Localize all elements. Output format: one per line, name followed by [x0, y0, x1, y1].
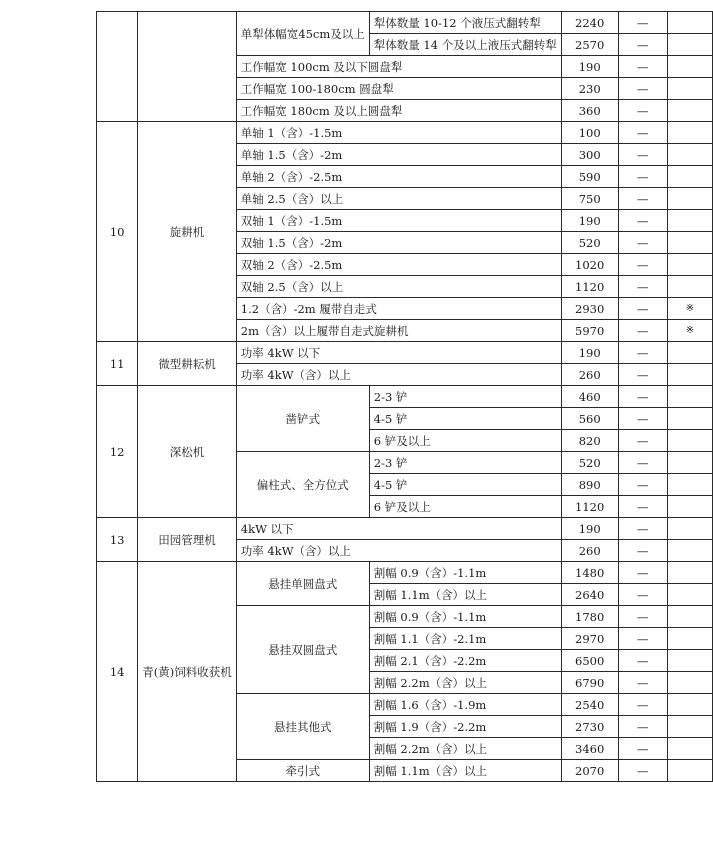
spec-cell: 割幅 1.9（含）-2.2m: [369, 716, 561, 738]
amount-cell: 360: [561, 100, 618, 122]
remark-cell: [668, 518, 713, 540]
spec-cell: 割幅 0.9（含）-1.1m: [369, 562, 561, 584]
dash-cell: —: [618, 496, 667, 518]
remark-cell: [668, 78, 713, 100]
remark-cell: [668, 232, 713, 254]
dash-cell: —: [618, 122, 667, 144]
amount-cell: 6500: [561, 650, 618, 672]
spec-cell: 双轴 2.5（含）以上: [236, 276, 561, 298]
remark-mark: ※: [668, 320, 713, 342]
spec-cell: 6 铲及以上: [369, 430, 561, 452]
dash-cell: —: [618, 474, 667, 496]
dash-cell: —: [618, 210, 667, 232]
amount-cell: 750: [561, 188, 618, 210]
sub-type-cell: 悬挂其他式: [236, 694, 369, 760]
amount-cell: 890: [561, 474, 618, 496]
remark-cell: [668, 430, 713, 452]
remark-cell: [668, 408, 713, 430]
dash-cell: —: [618, 584, 667, 606]
amount-cell: 460: [561, 386, 618, 408]
spec-cell: 单轴 2.5（含）以上: [236, 188, 561, 210]
remark-cell: [668, 34, 713, 56]
amount-cell: 1780: [561, 606, 618, 628]
item-name: 青(黄)饲料收获机: [138, 562, 236, 782]
remark-cell: [668, 540, 713, 562]
remark-cell: [668, 210, 713, 232]
dash-cell: —: [618, 56, 667, 78]
amount-cell: 230: [561, 78, 618, 100]
dash-cell: —: [618, 364, 667, 386]
table-row: [97, 518, 713, 540]
amount-cell: 1480: [561, 562, 618, 584]
spec-cell: 6 铲及以上: [369, 496, 561, 518]
amount-cell: 260: [561, 364, 618, 386]
remark-cell: [668, 56, 713, 78]
dash-cell: —: [618, 518, 667, 540]
sub-type-cell: 悬挂单圆盘式: [236, 562, 369, 606]
amount-cell: 5970: [561, 320, 618, 342]
table-row: [97, 562, 713, 584]
sub-type-cell: 悬挂双圆盘式: [236, 606, 369, 694]
remark-cell: [668, 364, 713, 386]
remark-cell: [668, 672, 713, 694]
dash-cell: —: [618, 342, 667, 364]
spec-cell: 工作幅宽 100-180cm 圆盘犁: [236, 78, 561, 100]
spec-cell: 犁体数量 10-12 个液压式翻转犁: [369, 12, 561, 34]
amount-cell: 2240: [561, 12, 618, 34]
amount-cell: 1120: [561, 496, 618, 518]
amount-cell: 6790: [561, 672, 618, 694]
amount-cell: 2640: [561, 584, 618, 606]
item-name: 旋耕机: [138, 122, 236, 342]
spec-cell: 双轴 1（含）-1.5m: [236, 210, 561, 232]
dash-cell: —: [618, 716, 667, 738]
spec-cell: 4-5 铲: [369, 474, 561, 496]
remark-cell: [668, 276, 713, 298]
subsidy-table: [96, 11, 713, 782]
amount-cell: 2540: [561, 694, 618, 716]
spec-cell: 2-3 铲: [369, 452, 561, 474]
remark-cell: [668, 650, 713, 672]
spec-cell: 工作幅宽 100cm 及以下圆盘犁: [236, 56, 561, 78]
remark-cell: [668, 144, 713, 166]
spec-cell: 单轴 1（含）-1.5m: [236, 122, 561, 144]
amount-cell: 100: [561, 122, 618, 144]
remark-cell: [668, 386, 713, 408]
dash-cell: —: [618, 144, 667, 166]
remark-cell: [668, 254, 713, 276]
spec-cell: 4-5 铲: [369, 408, 561, 430]
table-row: [97, 386, 713, 408]
remark-mark: ※: [668, 298, 713, 320]
spec-cell: 4kW 以下: [236, 518, 561, 540]
name-cell: [138, 12, 236, 122]
spec-cell: 割幅 1.1m（含）以上: [369, 760, 561, 782]
remark-cell: [668, 584, 713, 606]
spec-cell: 犁体数量 14 个及以上液压式翻转犁: [369, 34, 561, 56]
dash-cell: —: [618, 408, 667, 430]
dash-cell: —: [618, 694, 667, 716]
dash-cell: —: [618, 100, 667, 122]
spec-cell: 工作幅宽 180cm 及以上圆盘犁: [236, 100, 561, 122]
amount-cell: 190: [561, 342, 618, 364]
spec-cell: 2-3 铲: [369, 386, 561, 408]
sub-type-cell: 凿铲式: [236, 386, 369, 452]
spec-cell: 割幅 2.2m（含）以上: [369, 672, 561, 694]
item-number: 11: [97, 342, 138, 386]
sub-type-cell: 偏柱式、全方位式: [236, 452, 369, 518]
spec-cell: 割幅 1.6（含）-1.9m: [369, 694, 561, 716]
dash-cell: —: [618, 166, 667, 188]
table-row: [97, 342, 713, 364]
spec-cell: 割幅 0.9（含）-1.1m: [369, 606, 561, 628]
amount-cell: 560: [561, 408, 618, 430]
amount-cell: 2970: [561, 628, 618, 650]
item-name: 微型耕耘机: [138, 342, 236, 386]
spec-cell: 割幅 1.1m（含）以上: [369, 584, 561, 606]
dash-cell: —: [618, 540, 667, 562]
dash-cell: —: [618, 452, 667, 474]
spec-cell: 功率 4kW（含）以上: [236, 364, 561, 386]
amount-cell: 820: [561, 430, 618, 452]
amount-cell: 2070: [561, 760, 618, 782]
spec-cell: 1.2（含）-2m 履带自走式: [236, 298, 561, 320]
item-number: 13: [97, 518, 138, 562]
remark-cell: [668, 100, 713, 122]
dash-cell: —: [618, 650, 667, 672]
remark-cell: [668, 716, 713, 738]
item-name: 深松机: [138, 386, 236, 518]
spec-cell: 功率 4kW 以下: [236, 342, 561, 364]
dash-cell: —: [618, 78, 667, 100]
spec-cell: 双轴 1.5（含）-2m: [236, 232, 561, 254]
table-row: [97, 12, 713, 34]
amount-cell: 520: [561, 452, 618, 474]
no-cell: [97, 12, 138, 122]
remark-cell: [668, 496, 713, 518]
dash-cell: —: [618, 738, 667, 760]
remark-cell: [668, 166, 713, 188]
remark-cell: [668, 562, 713, 584]
dash-cell: —: [618, 276, 667, 298]
remark-cell: [668, 738, 713, 760]
amount-cell: 2570: [561, 34, 618, 56]
dash-cell: —: [618, 386, 667, 408]
amount-cell: 2930: [561, 298, 618, 320]
dash-cell: —: [618, 12, 667, 34]
spec-cell: 2m（含）以上履带自走式旋耕机: [236, 320, 561, 342]
dash-cell: —: [618, 298, 667, 320]
item-number: 10: [97, 122, 138, 342]
dash-cell: —: [618, 562, 667, 584]
remark-cell: [668, 342, 713, 364]
amount-cell: 190: [561, 210, 618, 232]
table-row: [97, 122, 713, 144]
spec-cell: 单轴 1.5（含）-2m: [236, 144, 561, 166]
amount-cell: 3460: [561, 738, 618, 760]
item-number: 14: [97, 562, 138, 782]
dash-cell: —: [618, 188, 667, 210]
amount-cell: 1120: [561, 276, 618, 298]
spec-cell: 功率 4kW（含）以上: [236, 540, 561, 562]
dash-cell: —: [618, 232, 667, 254]
dash-cell: —: [618, 430, 667, 452]
remark-cell: [668, 606, 713, 628]
spec-cell: 割幅 2.2m（含）以上: [369, 738, 561, 760]
spec-cell: 割幅 2.1（含）-2.2m: [369, 650, 561, 672]
amount-cell: 300: [561, 144, 618, 166]
dash-cell: —: [618, 254, 667, 276]
remark-cell: [668, 122, 713, 144]
remark-cell: [668, 760, 713, 782]
amount-cell: 190: [561, 518, 618, 540]
item-name: 田园管理机: [138, 518, 236, 562]
amount-cell: 2730: [561, 716, 618, 738]
remark-cell: [668, 452, 713, 474]
dash-cell: —: [618, 760, 667, 782]
remark-cell: [668, 474, 713, 496]
spec-cell: 割幅 1.1（含）-2.1m: [369, 628, 561, 650]
remark-cell: [668, 628, 713, 650]
remark-cell: [668, 12, 713, 34]
sub-type-cell: 牵引式: [236, 760, 369, 782]
remark-cell: [668, 188, 713, 210]
amount-cell: 190: [561, 56, 618, 78]
dash-cell: —: [618, 606, 667, 628]
remark-cell: [668, 694, 713, 716]
item-number: 12: [97, 386, 138, 518]
spec-cell: 单犁体幅宽45cm及以上: [236, 12, 369, 56]
dash-cell: —: [618, 320, 667, 342]
dash-cell: —: [618, 672, 667, 694]
amount-cell: 1020: [561, 254, 618, 276]
amount-cell: 260: [561, 540, 618, 562]
amount-cell: 590: [561, 166, 618, 188]
dash-cell: —: [618, 628, 667, 650]
spec-cell: 双轴 2（含）-2.5m: [236, 254, 561, 276]
amount-cell: 520: [561, 232, 618, 254]
spec-cell: 单轴 2（含）-2.5m: [236, 166, 561, 188]
dash-cell: —: [618, 34, 667, 56]
